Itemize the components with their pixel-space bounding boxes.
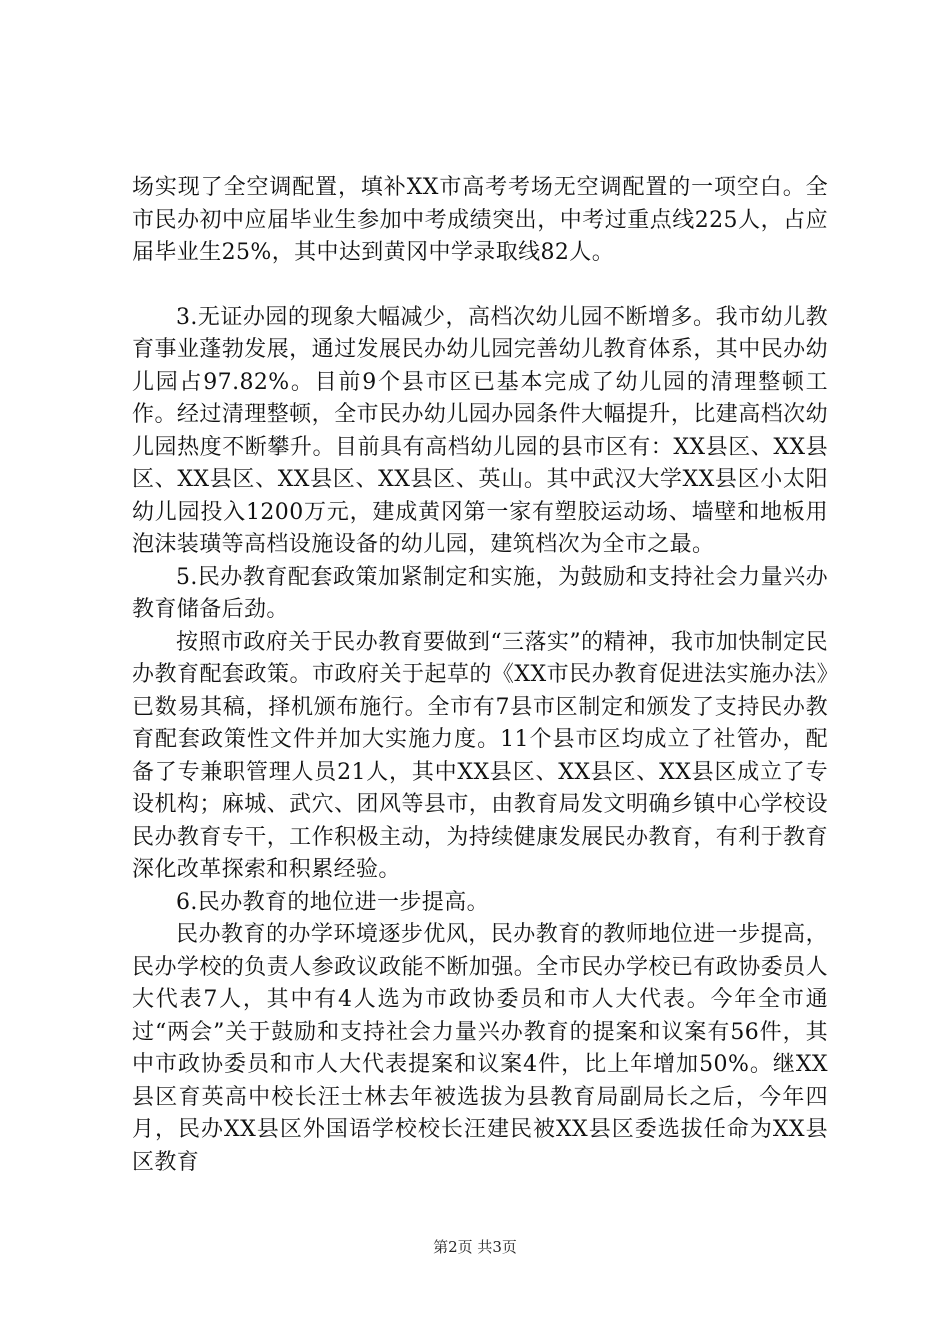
- paragraph-continuation: 场实现了全空调配置，填补XX市高考考场无空调配置的一项空白。全市民办初中应届毕业生参加中考成绩突出，中考过重点线225人，占应届毕业生25%，其中达到黄冈中学录取线82人。: [132, 175, 828, 265]
- paragraph-status: 民办教育的办学环境逐步优风，民办教育的教师地位进一步提高，民办学校的负责人参政议政能不断加强。全市民办学校已有政协委员人大代表7人，其中有4人选为市政协委员和市人大代表。今年全市通过“两会”关于鼓励和支持社会力量兴办教育的提案和议案有56件，其中市政协委员和市人大代表提案和议案4件，比上年增加50%。继XX县区育英高中校长汪士林去年被选拔为县教育局副局长之后，今年四月，民办XX县区外国语学校校长汪建民被XX县区委选拔任命为XX县区教育: [132, 922, 828, 1175]
- page-footer: 第2页 共3页: [433, 1238, 517, 1256]
- paragraph-policy: 按照市政府关于民办教育要做到“三落实”的精神，我市加快制定民办教育配套政策。市政府关于起草的《XX市民办教育促进法实施办法》已数易其稿，择机颁布施行。全市有7县市区制定和颁发了支持民办教育配套政策性文件并加大实施力度。11个县市区均成立了社管办，配备了专兼职管理人员21人，其中XX县区、XX县区、XX县区成立了专设机构；麻城、武穴、团风等县市，由教育局发文明确乡镇中心学校设民办教育专干，工作积极主动，为持续健康发展民办教育，有利于教育深化改革探索和积累经验。: [132, 629, 828, 882]
- paragraph-kindergarten: 3.无证办园的现象大幅减少，高档次幼儿园不断增多。我市幼儿教育事业蓬勃发展，通过发展民办幼儿园完善幼儿教育体系，其中民办幼儿园占97.82%。目前9个县市区已基本完成了幼儿园的清理整顿工作。经过清理整顿，全市民办幼儿园办园条件大幅提升，比建高档次幼儿园热度不断攀升。目前具有高档幼儿园的县市区有：XX县区、XX县区、XX县区、XX县区、XX县区、英山。其中武汉大学XX县区小太阳幼儿园投入1200万元，建成黄冈第一家有塑胶运动场、墙壁和地板用泡沫装璜等高档设施设备的幼儿园，建筑档次为全市之最。: [132, 304, 828, 557]
- paragraph-heading-status: 6.民办教育的地位进一步提高。: [176, 889, 489, 915]
- paragraph-heading-policy: 5.民办教育配套政策加紧制定和实施，为鼓励和支持社会力量兴办教育储备后劲。: [132, 564, 828, 622]
- document-body: [132, 172, 828, 1179]
